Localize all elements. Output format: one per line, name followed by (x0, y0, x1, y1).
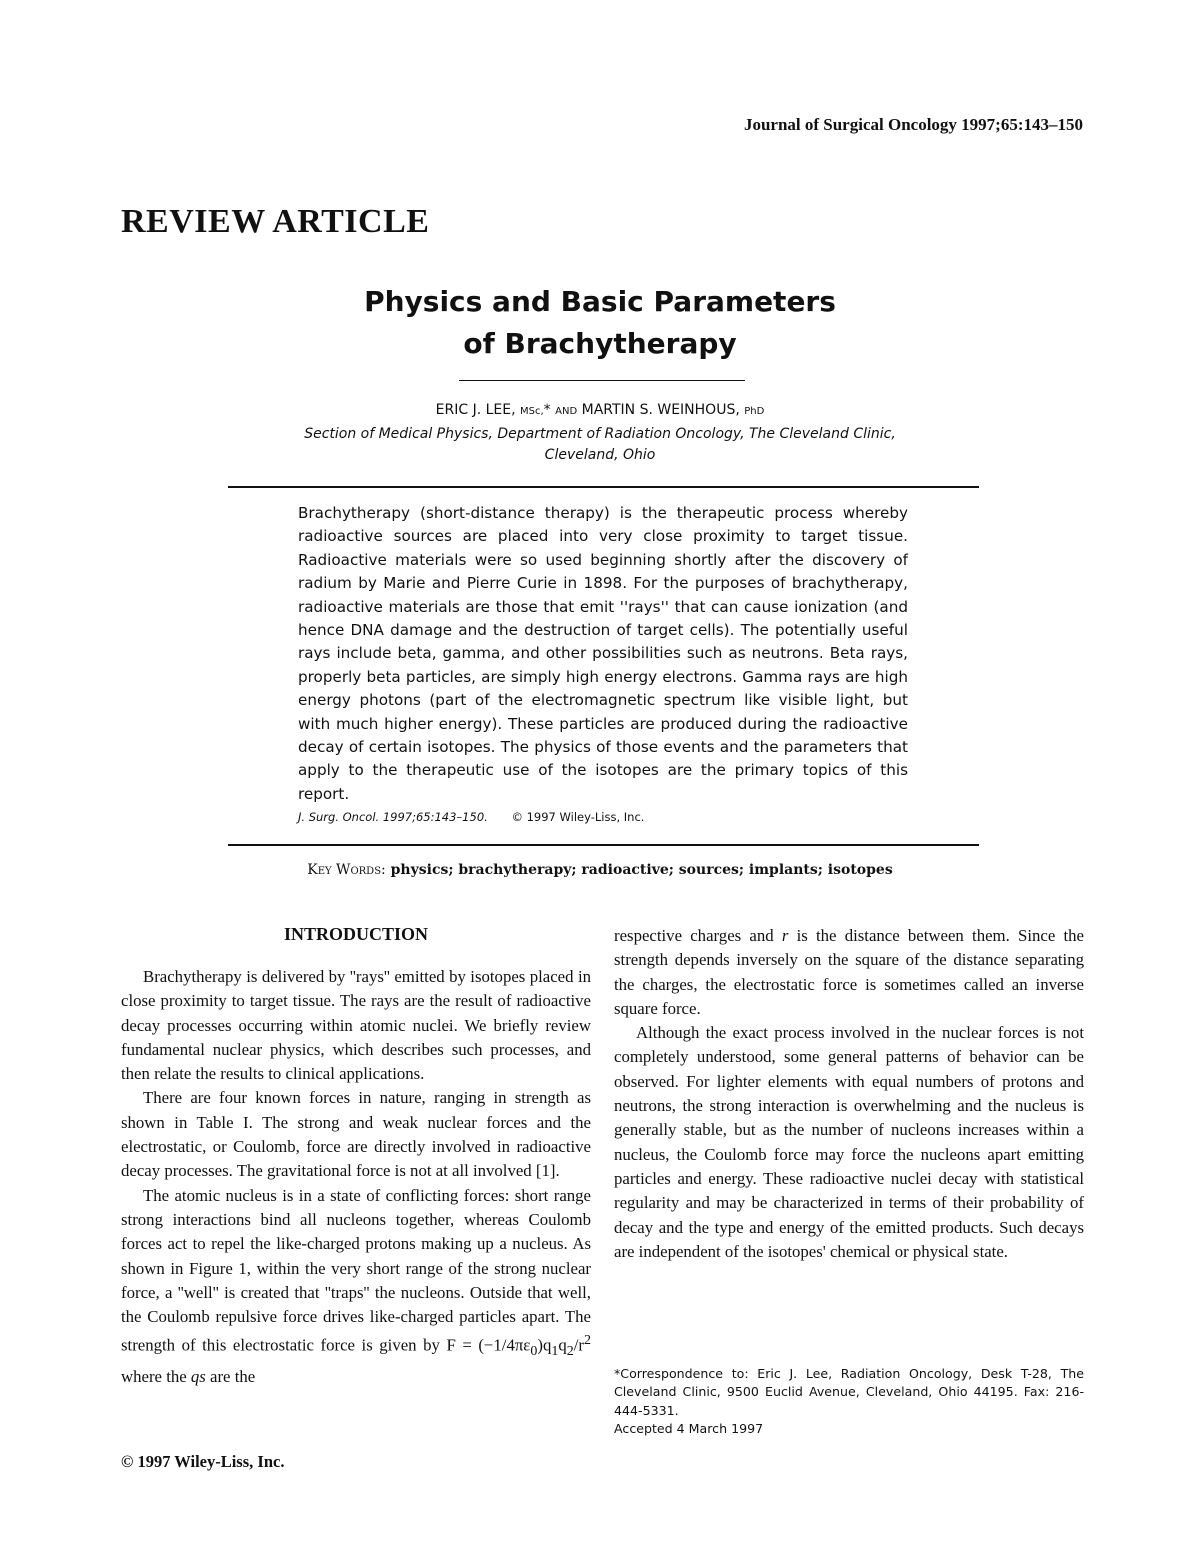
accepted-date: Accepted 4 March 1997 (614, 1421, 764, 1436)
correspondence-mark: * (543, 402, 551, 418)
author-2-name: MARTIN S. WEINHOUS, (581, 402, 740, 418)
author-conjunction: AND (555, 406, 578, 417)
col2-paragraph-2: Although the exact process involved in the nuclear forces is not completely understood, some general patterns of behavior can be observed. For lighter elements with equal numbers of protons and neutrons, the strong interaction is overwhelming and the nucleus is generally stable, but as the number of nucleons increases within a nucleus, the Coulomb force may force the nucleons apart emitting particles and energy. These radioactive nuclei decay with statistical regularity and may be characterized in terms of their probability of decay and the type and energy of the emitted products. Such decays are independent of the isotopes' chemical or physical state. (614, 1023, 1084, 1261)
keywords (0, 862, 1200, 878)
para3-formula-e: where the (121, 1366, 191, 1386)
intro-paragraph-1: Brachytherapy is delivered by ''rays'' emitted by isotopes placed in close proximity to target tissue. The rays are the result of radioactive decay processes occurring within atomic nuclei. We briefly review fundamental nuclear physics, which describes such processes, and then relate the results to clinical applications. (121, 967, 591, 1084)
author-line (0, 402, 1200, 418)
keywords-terms: physics; brachytherapy; radioactive; sources; implants; isotopes (390, 862, 893, 878)
para3-sub-1: 1 (551, 1344, 559, 1360)
abstract-top-rule (228, 486, 979, 488)
intro-paragraph-2: There are four known forces in nature, ranging in strength as shown in Table I. The strong and weak nuclear forces and the electrostatic, or Coulomb, force are directly involved in radioactive decay processes. The gravitational force is not at all involved [1]. (121, 1088, 591, 1181)
page-copyright: © 1997 Wiley-Liss, Inc. (121, 1452, 285, 1471)
article-title (0, 281, 1200, 365)
col2-para1-text-b: is the distance between them. Since the strength depends inversely on the square of the distance separating the charges, the electrostatic force is sometimes called an inverse square force. (614, 926, 1085, 1018)
para3-qs: qs (190, 1366, 206, 1386)
section-heading: REVIEW ARTICLE (121, 203, 430, 240)
col2-para1-r: r (781, 926, 789, 945)
para3-text: The atomic nucleus is in a state of conflicting forces: short range strong interactions bind all nucleons together, whereas Coulomb forces act to repel the like-charged protons making up a nucleus. As shown in Figure 1, within the very short range of the strong nuclear force, a ''well'' is created that ''traps'' the nucleons. Outside that well, the Coulomb repulsive force drives like-charged particles apart. The strength of this electrostatic force is given by F = (−1/4πε (121, 1185, 591, 1356)
author-1-name: ERIC J. LEE, (435, 402, 516, 418)
citation-reference: J. Surg. Oncol. 1997;65:143–150. (298, 810, 488, 824)
para3-formula-f: are the (205, 1366, 256, 1386)
abstract-citation (298, 810, 644, 824)
para3-sub-0: 0 (530, 1344, 538, 1360)
abstract-text: Brachytherapy (short-distance therapy) is the therapeutic process whereby radioactive sources are placed into very close proximity to target tissue. Radioactive materials were so used beginning shortly after the discovery of radium by Marie and Pierre Curie in 1898. For the purposes of brachytherapy, radioactive materials are those that emit ''rays'' that can cause ionization (and hence DNA damage and the destruction of target cells). The potentially useful rays include beta, gamma, and other possibilities such as neutrons. Beta rays, properly beta particles, are simply high energy electrons. Gamma rays are high energy photons (part of the electromagnetic spectrum like visible light, but with much higher energy). These particles are produced during the radioactive decay of certain isotopes. The physics of those events and the parameters that apply to the therapeutic use of the isotopes are the primary topics of this report. (298, 504, 908, 803)
author-1-degree: MSc, (520, 406, 544, 417)
abstract-bottom-rule (228, 844, 979, 846)
para3-formula-b: )q (537, 1336, 552, 1356)
para3-formula-c: q (558, 1336, 567, 1356)
col2-para1-text-a: respective charges and (614, 926, 782, 945)
author-2-degree: PhD (744, 406, 765, 417)
left-column (121, 965, 591, 1389)
keywords-label: Key Words: (307, 862, 386, 878)
right-column (614, 924, 1084, 1264)
col2-paragraph-1 (614, 924, 1084, 1021)
para3-sup-2: 2 (584, 1333, 591, 1349)
journal-citation: Journal of Surgical Oncology 1997;65:143–150 (743, 115, 1083, 134)
affiliation-line-1: Section of Medical Physics, Department of Radiation Oncology, The Cleveland Clinic, (304, 426, 896, 442)
title-divider (459, 380, 745, 381)
affiliation-line-2: Cleveland, Ohio (544, 447, 656, 463)
title-line-1: Physics and Basic Parameters (364, 285, 836, 318)
introduction-heading: INTRODUCTION (283, 924, 429, 944)
citation-copyright: © 1997 Wiley-Liss, Inc. (511, 810, 645, 824)
correspondence-footnote: *Correspondence to: Eric J. Lee, Radiation Oncology, Desk T-28, The Cleveland Clinic, 9500 Euclid Avenue, Cleveland, Ohio 44195. Fax: 216-444-5331. (614, 1366, 1084, 1418)
para3-formula-d: /r (573, 1336, 584, 1356)
affiliation (0, 424, 1200, 466)
intro-paragraph-3 (121, 1184, 591, 1389)
title-line-2: of Brachytherapy (463, 327, 737, 360)
para3-sub-2: 2 (566, 1344, 574, 1360)
